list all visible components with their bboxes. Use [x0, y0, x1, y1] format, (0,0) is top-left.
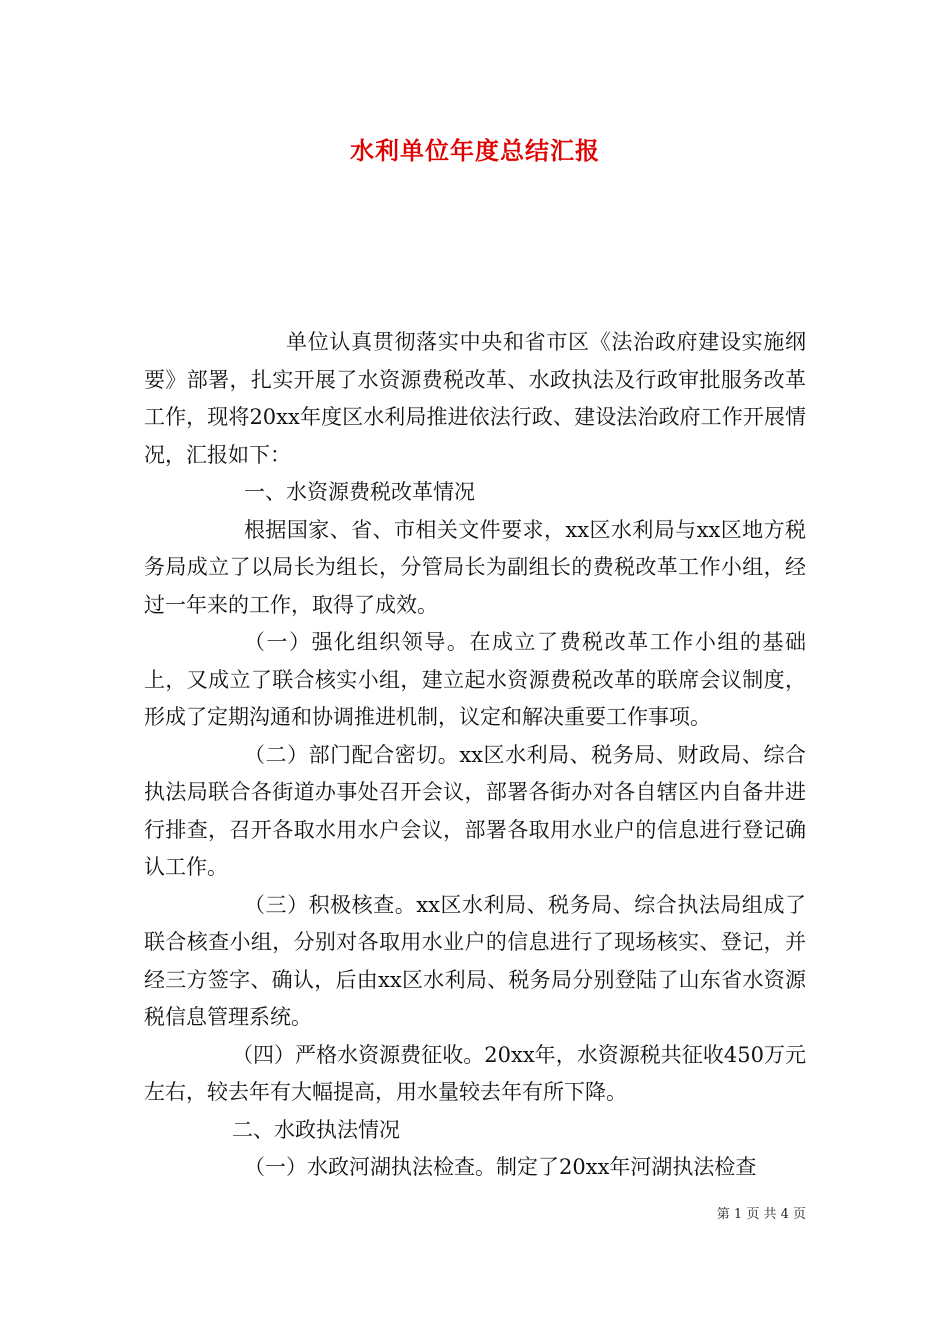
section-heading-1: 一、水资源费税改革情况: [244, 480, 475, 504]
paragraph-law-enforcement: （一）水政河湖执法检查。制定了20xx年河湖执法检查: [244, 1155, 757, 1179]
page-footer: 第 1 页 共 4 页: [716, 1207, 806, 1222]
document-body: [144, 324, 806, 1187]
intro-paragraph: 单位认真贯彻落实中央和省市区《法治政府建设实施纲要》部署，扎实开展了水资源费税改革、水政执法及行政审批服务改革工作，现将20xx年度区水利局推进依法行政、建设法治政府工作开展情况，汇报如下：: [144, 330, 806, 467]
paragraph-item-4: （四）严格水资源费征收。20xx年，水资源税共征收450万元左右，较去年有大幅提高，用水量较去年有所下降。: [144, 1042, 806, 1104]
document-title: 水利单位年度总结汇报: [350, 136, 600, 165]
paragraph-item-3: （三）积极核查。xx区水利局、税务局、综合执法局组成了联合核查小组，分别对各取用水业户的信息进行了现场核实、登记，并经三方签字、确认，后由xx区水利局、税务局分别登陆了山东省水资源税信息管理系统。: [144, 892, 806, 1029]
paragraph-item-2: （二）部门配合密切。xx区水利局、税务局、财政局、综合执法局联合各街道办事处召开会议，部署各街办对各自辖区内自备井进行排查，召开各取水用水户会议，部署各取用水业户的信息进行登记确认工作。: [144, 742, 806, 879]
section-heading-2: 二、水政执法情况: [232, 1117, 400, 1142]
paragraph-basis: 根据国家、省、市相关文件要求，xx区水利局与xx区地方税务局成立了以局长为组长，分管局长为副组长的费税改革工作小组，经过一年来的工作，取得了成效。: [144, 517, 806, 617]
paragraph-item-1: （一）强化组织领导。在成立了费税改革工作小组的基础上，又成立了联合核实小组，建立起水资源费税改革的联席会议制度，形成了定期沟通和协调推进机制，议定和解决重要工作事项。: [144, 630, 806, 729]
